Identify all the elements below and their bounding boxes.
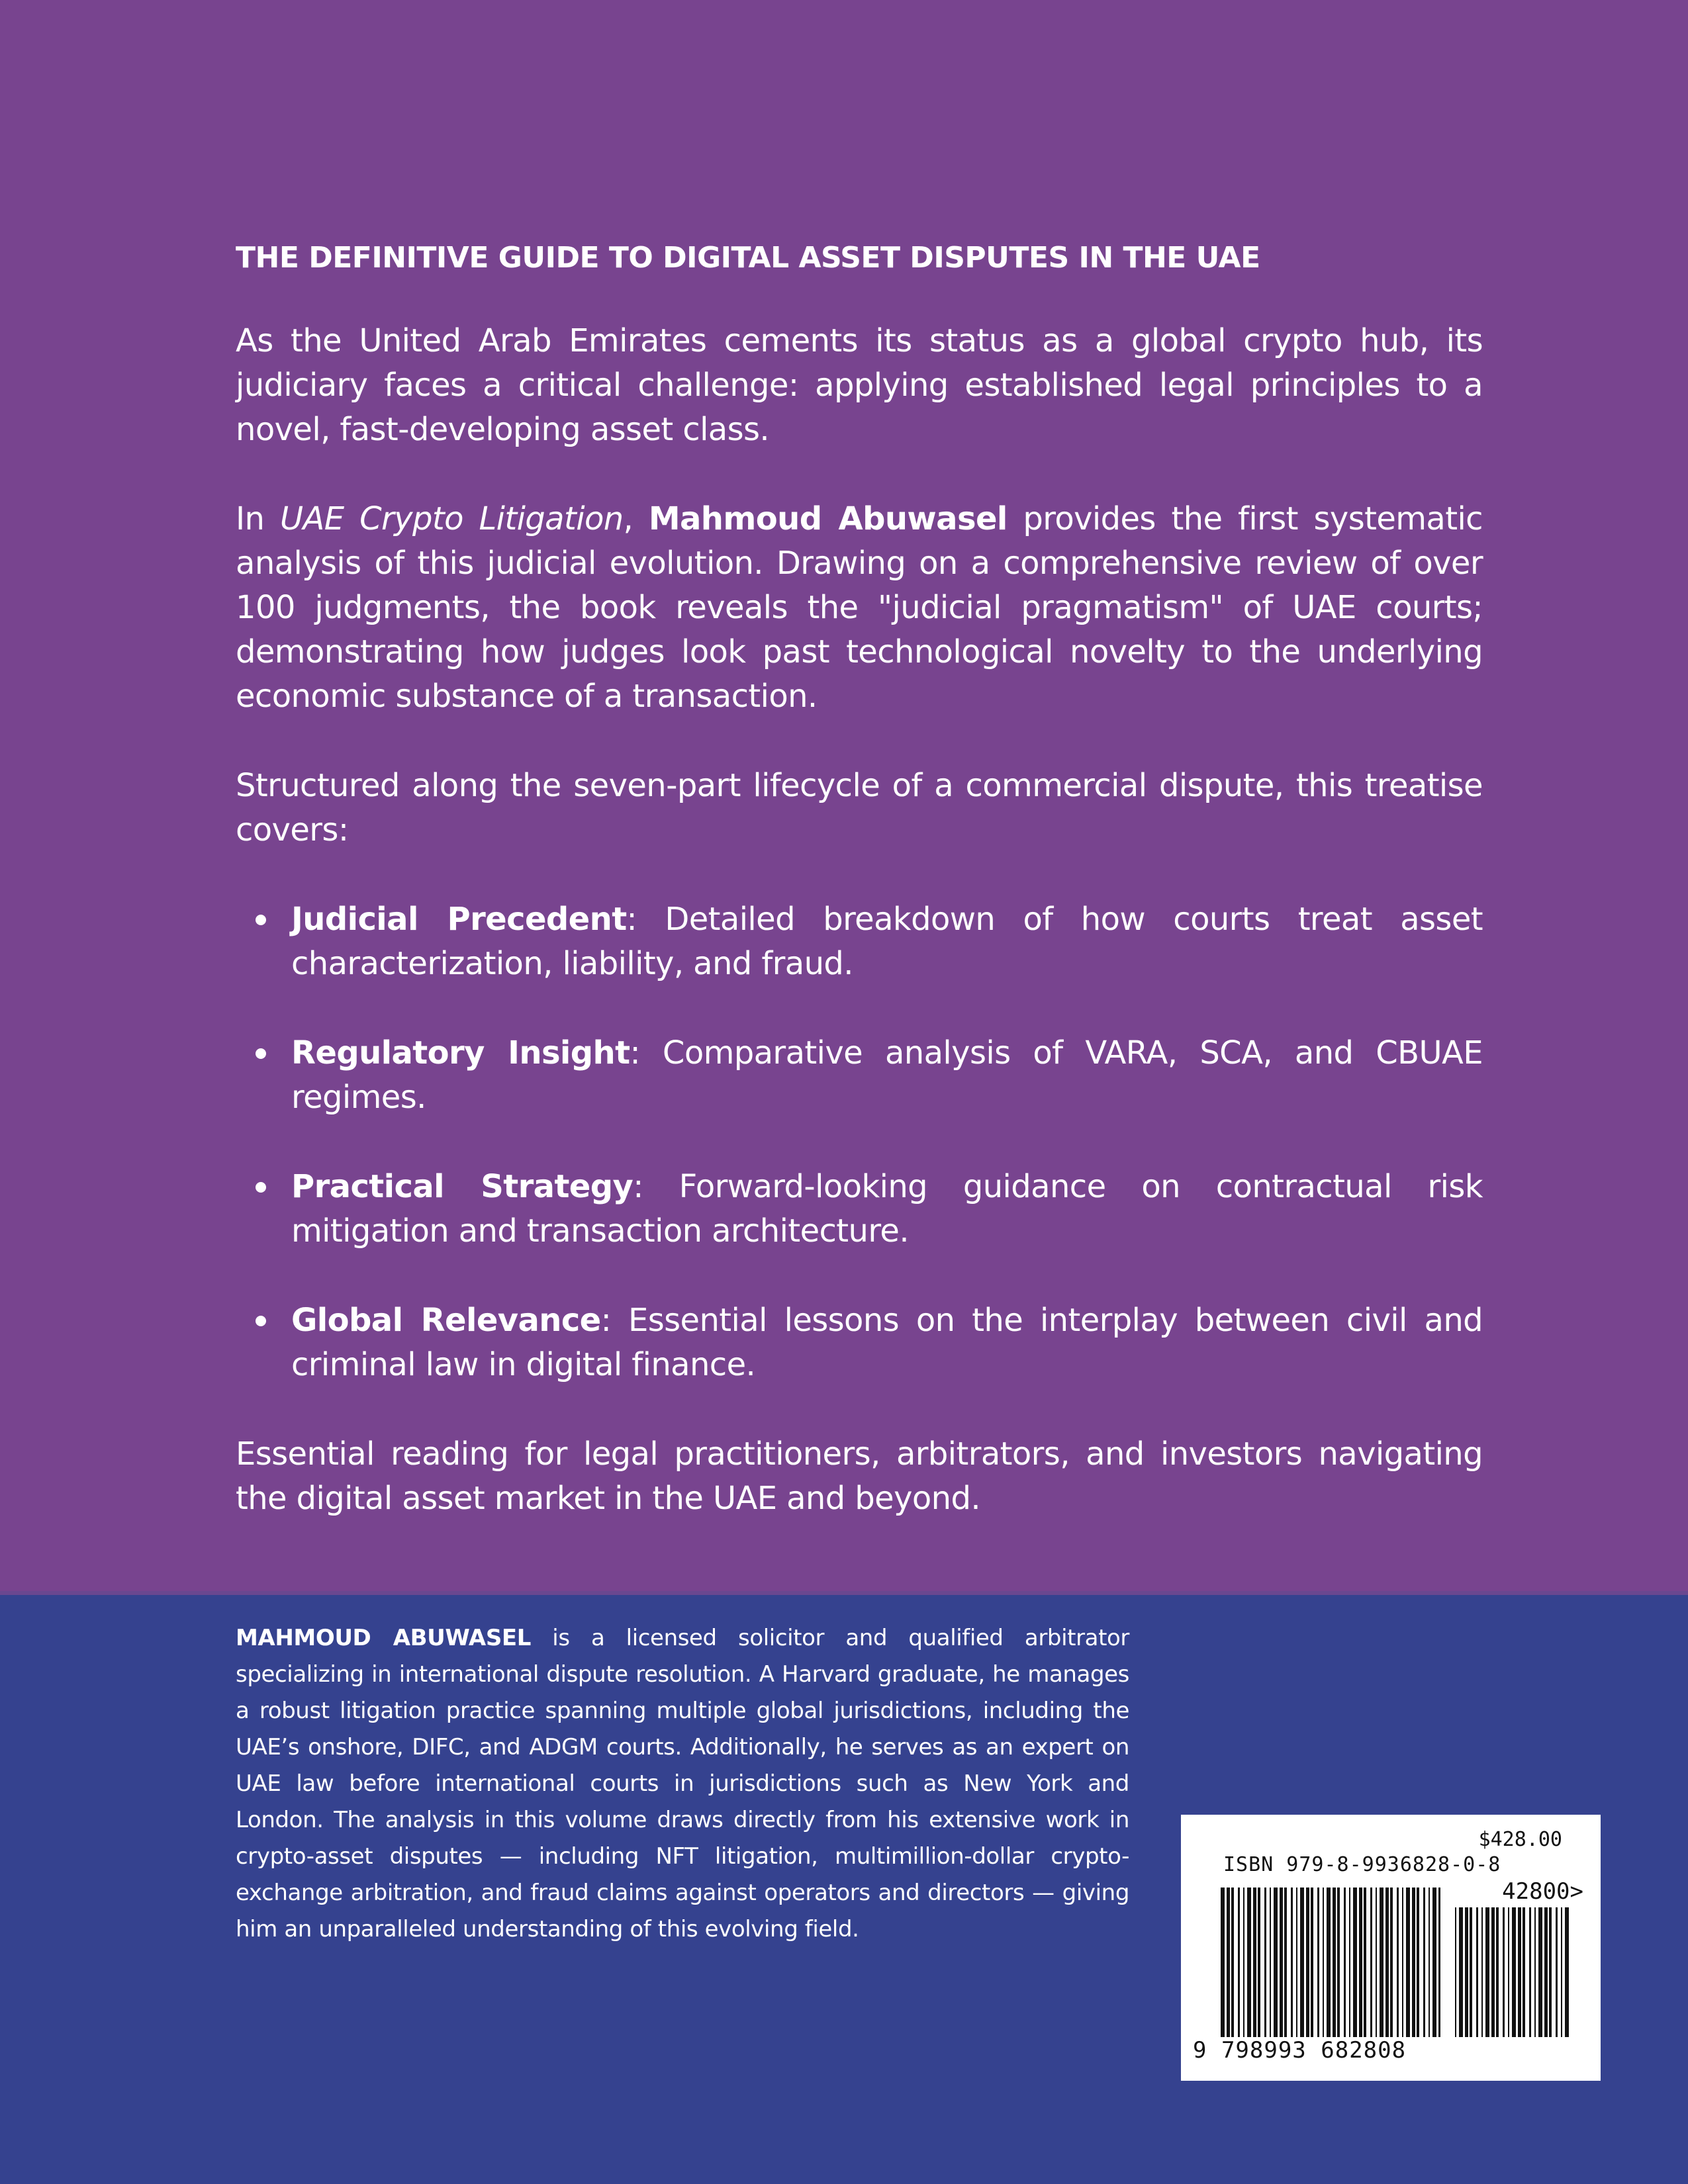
barcode-bar [1534, 1907, 1536, 2037]
summary-rest: provides the first systematic analysis of this judicial evolution. Drawing on a comprehensive review of over 100 judgments, the book reveals the "judicial pragmatism" of UAE courts; demonstrating how judges look past technological novelty to the underlying economic substance of a transaction. [236, 500, 1483, 715]
bullet-icon [256, 915, 266, 925]
structure-paragraph: Structured along the seven-part lifecycle of a commercial dispute, this treatise covers: [236, 767, 1483, 848]
barcode-bar [1291, 1888, 1293, 2037]
barcode-bar [1243, 1888, 1244, 2037]
barcode-bar [1221, 1888, 1225, 2037]
intro-paragraph: As the United Arab Emirates cements its status as a global crypto hub, its judiciary faces a critical challenge: applying established legal principles to a novel, fast-developing asset class. [236, 322, 1483, 448]
barcode-bar [1270, 1888, 1271, 2037]
barcode-bar [1359, 1888, 1362, 2037]
list-item-text: : Forward-looking guidance on contractual risk mitigation and transaction architecture. [291, 1168, 1483, 1250]
barcode-bar [1549, 1907, 1552, 2037]
barcode-bar [1470, 1907, 1472, 2037]
barcode-bar [1333, 1888, 1336, 2037]
barcode-bar [1561, 1907, 1562, 2037]
author-bio [236, 1620, 1129, 1948]
isbn-label: ISBN 979-8-9936828-0-8 [1223, 1853, 1501, 1876]
barcode-bar [1417, 1888, 1419, 2037]
list-item-term: Judicial Precedent [291, 901, 627, 938]
barcode-bar [1432, 1888, 1436, 2037]
list-item [236, 1298, 1483, 1387]
barcode-bar [1344, 1888, 1346, 2037]
barcode-bar [1311, 1888, 1313, 2037]
barcode-bar [1476, 1907, 1478, 2037]
barcode-bar [1529, 1907, 1531, 2037]
barcode-bar [1247, 1888, 1251, 2037]
list-item-text: : Essential lessons on the interplay between civil and criminal law in digital finance. [291, 1302, 1483, 1383]
blurb [236, 238, 1483, 1566]
barcode-bar [1459, 1907, 1463, 2037]
barcode-bar [1306, 1888, 1309, 2037]
barcode-bar [1227, 1888, 1230, 2037]
barcode-bar [1370, 1888, 1372, 2037]
bullet-icon [256, 1316, 266, 1326]
barcode-bar [1556, 1907, 1558, 2037]
barcode-bar [1327, 1888, 1331, 2037]
barcode-bar [1296, 1888, 1297, 2037]
bullet-icon [256, 1048, 266, 1059]
barcode-bar [1364, 1888, 1366, 2037]
list-item [236, 897, 1483, 986]
barcode-bar [1512, 1907, 1516, 2037]
barcode-bar [1406, 1888, 1410, 2037]
barcode-bar [1565, 1907, 1569, 2037]
barcode-bar [1323, 1888, 1324, 2037]
blurb-heading: THE DEFINITIVE GUIDE TO DIGITAL ASSET DISPUTES IN THE UAE [236, 241, 1260, 275]
barcode-bar [1300, 1888, 1304, 2037]
barcode-bar [1465, 1907, 1468, 2037]
barcode-bar [1508, 1907, 1509, 2037]
coverage-list [236, 897, 1483, 1387]
closing-paragraph: Essential reading for legal practitioners, arbitrators, and investors navigating the digital asset market in the UAE and beyond. [236, 1435, 1483, 1517]
barcode-bar [1353, 1888, 1357, 2037]
list-item-text: : Comparative analysis of VARA, SCA, and CBUAE regimes. [291, 1034, 1483, 1116]
barcode-bar [1280, 1888, 1283, 2037]
barcode-bar [1491, 1907, 1495, 2037]
book-summary-paragraph [236, 497, 1483, 719]
barcode-bar [1538, 1907, 1542, 2037]
barcode-bar [1317, 1888, 1319, 2037]
barcode-bar [1238, 1888, 1240, 2037]
barcode-bar [1423, 1888, 1425, 2037]
book-title: UAE Crypto Litigation [280, 500, 624, 537]
bio-author-name: MAHMOUD ABUWASEL [236, 1625, 531, 1651]
barcode-bar [1518, 1907, 1521, 2037]
list-item-term: Global Relevance [291, 1302, 601, 1339]
barcode-bar [1264, 1888, 1266, 2037]
barcode-bar [1402, 1888, 1403, 2037]
bullet-icon [256, 1182, 266, 1193]
barcode-bar [1544, 1907, 1548, 2037]
barcode-bar [1481, 1907, 1483, 2037]
summary-comma: , [623, 500, 649, 537]
barcode-bar [1523, 1907, 1525, 2037]
list-item-term: Regulatory Insight [291, 1034, 630, 1071]
barcode-bar [1274, 1888, 1278, 2037]
barcode-bar [1231, 1888, 1234, 2037]
isbn-barcode [1181, 1815, 1601, 2081]
barcode-bar [1429, 1888, 1430, 2037]
barcode-bar [1503, 1907, 1505, 2037]
list-item-term: Practical Strategy [291, 1168, 633, 1205]
barcode-bar [1284, 1888, 1287, 2037]
price-addon-label: 42800> [1502, 1878, 1583, 1905]
barcode-bar [1496, 1907, 1499, 2037]
barcode-bar [1438, 1888, 1440, 2037]
barcode-bar [1390, 1888, 1393, 2037]
barcode-bar [1385, 1888, 1389, 2037]
barcode-number: 9 798993 682808 [1193, 2037, 1407, 2064]
list-item-text: : Detailed breakdown of how courts treat asset characterization, liability, and fraud. [291, 901, 1483, 982]
barcode-bar [1455, 1907, 1456, 2037]
barcode-bar [1337, 1888, 1340, 2037]
barcode-bar [1380, 1888, 1383, 2037]
barcode-bar [1397, 1888, 1399, 2037]
list-item [236, 1031, 1483, 1120]
barcode-bar [1485, 1907, 1489, 2037]
list-item [236, 1165, 1483, 1253]
barcode-bar [1412, 1888, 1415, 2037]
bio-text: is a licensed solicitor and qualified arbitrator specializing in international dispute resolution. A Harvard graduate, he manages a robust litigation practice spanning multiple global jurisdictions, including the UAE’s onshore, DIFC, and ADGM courts. Additionally, he serves as an expert on UAE law before international courts in jurisdictions such as New York and London. The analysis in this volume draws directly from his extensive work in crypto-asset disputes — including NFT litigation, multimillion-dollar crypto-exchange arbitration, and fraud claims against operators and directors — giving him an unparalleled understanding of this evolving field. [236, 1625, 1129, 1942]
barcode-bar [1258, 1888, 1260, 2037]
barcode-bar [1253, 1888, 1256, 2037]
author-name: Mahmoud Abuwasel [648, 500, 1008, 537]
barcode-bar [1376, 1888, 1377, 2037]
summary-prefix: In [236, 500, 281, 537]
barcode-bar [1349, 1888, 1350, 2037]
price-label: $428.00 [1478, 1828, 1562, 1851]
